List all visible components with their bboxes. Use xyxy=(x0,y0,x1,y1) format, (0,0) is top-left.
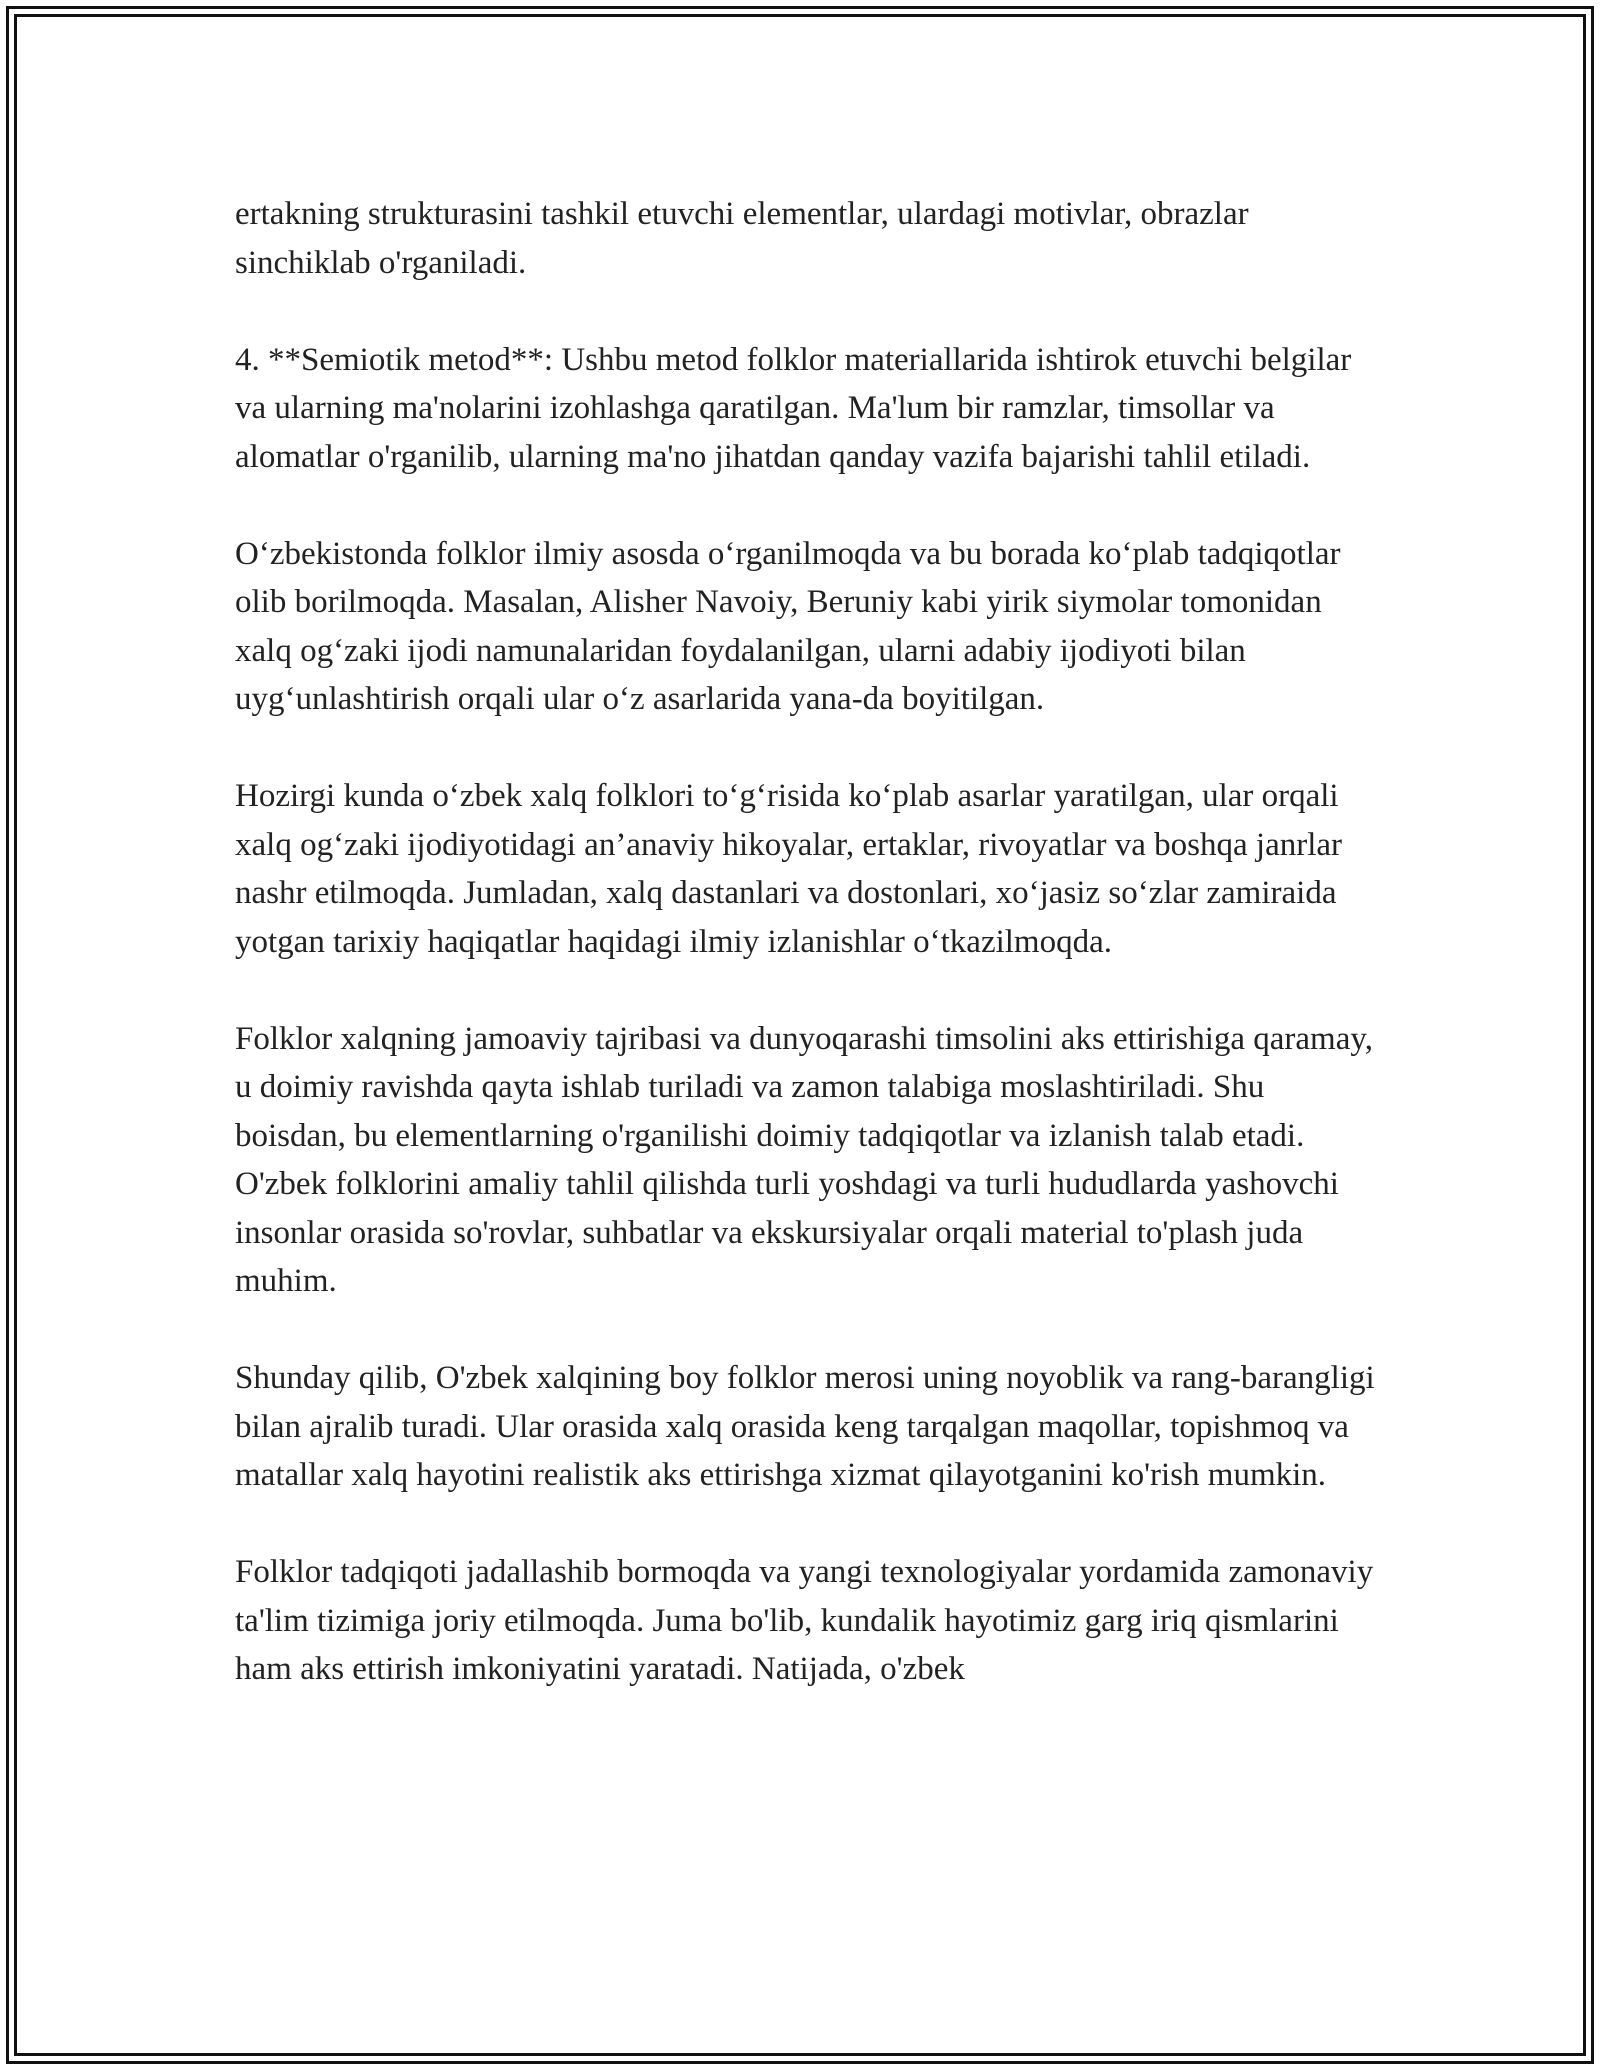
paragraph-5: Folklor xalqning jamoaviy tajribasi va dunyoqarashi timsolini aks ettirishiga qaramay, u doimiy ravishda qayta ishlab turiladi va zamon talabiga moslashtiriladi. Shu boisdan, bu elementlarning o'rganilishi doimiy tadqiqotlar va izlanish talab etadi. O'zbek folklorini amaliy tahlil qilishda turli yoshdagi va turli hududlarda yashovchi insonlar orasida so'rovlar, suhbatlar va ekskursiyalar orqali material to'plash juda muhim. xyxy=(235,1020,1373,1299)
document-body xyxy=(235,190,1375,1694)
paragraph-3: O‘zbekistonda folklor ilmiy asosda o‘rganilmoqda va bu borada ko‘plab tadqiqotlar olib borilmoqda. Masalan, Alisher Navoiy, Beruniy kabi yirik siymolar tomonidan xalq og‘zaki ijodi namunalaridan foydalanilgan, ularni adabiy ijodiyoti bilan uyg‘unlashtirish orqali ular o‘z asarlarida yana-da boyitilgan. xyxy=(235,535,1341,717)
paragraph-1: ertakning strukturasini tashkil etuvchi elementlar, ulardagi motivlar, obrazlar sinchiklab o'rganiladi. xyxy=(235,196,1249,281)
paragraph-6: Shunday qilib, O'zbek xalqining boy folklor merosi uning noyoblik va rang-barangligi bilan ajralib turadi. Ular orasida xalq orasida keng tarqalgan maqollar, topishmoq va matallar xalq hayotini realistik aks ettirishga xizmat qilayotganini ko'rish mumkin. xyxy=(235,1360,1375,1493)
paragraph-7: Folklor tadqiqoti jadallashib bormoqda va yangi texnologiyalar yordamida zamonaviy ta'lim tizimiga joriy etilmoqda. Juma bo'lib, kundalik hayotimiz garg iriq qismlarini ham aks ettirish imkoniyatini yaratadi. Natijada, o'zbek xyxy=(235,1554,1374,1687)
paragraph-4: Hozirgi kunda o‘zbek xalq folklori to‘g‘risida ko‘plab asarlar yaratilgan, ular orqali xalq og‘zaki ijodiyotidagi an’anaviy hikoyalar, ertaklar, rivoyatlar va boshqa janrlar nashr etilmoqda. Jumladan, xalq dastanlari va dostonlari, xo‘jasiz so‘zlar zamiraida yotgan tarixiy haqiqatlar haqidagi ilmiy izlanishlar o‘tkazilmoqda. xyxy=(235,778,1343,960)
paragraph-2: 4. **Semiotik metod**: Ushbu metod folklor materiallarida ishtirok etuvchi belgilar va ularning ma'nolarini izohlashga qaratilgan. Ma'lum bir ramzlar, timsollar va alomatlar o'rganilib, ularning ma'no jihatdan qanday vazifa bajarishi tahlil etiladi. xyxy=(235,341,1352,475)
